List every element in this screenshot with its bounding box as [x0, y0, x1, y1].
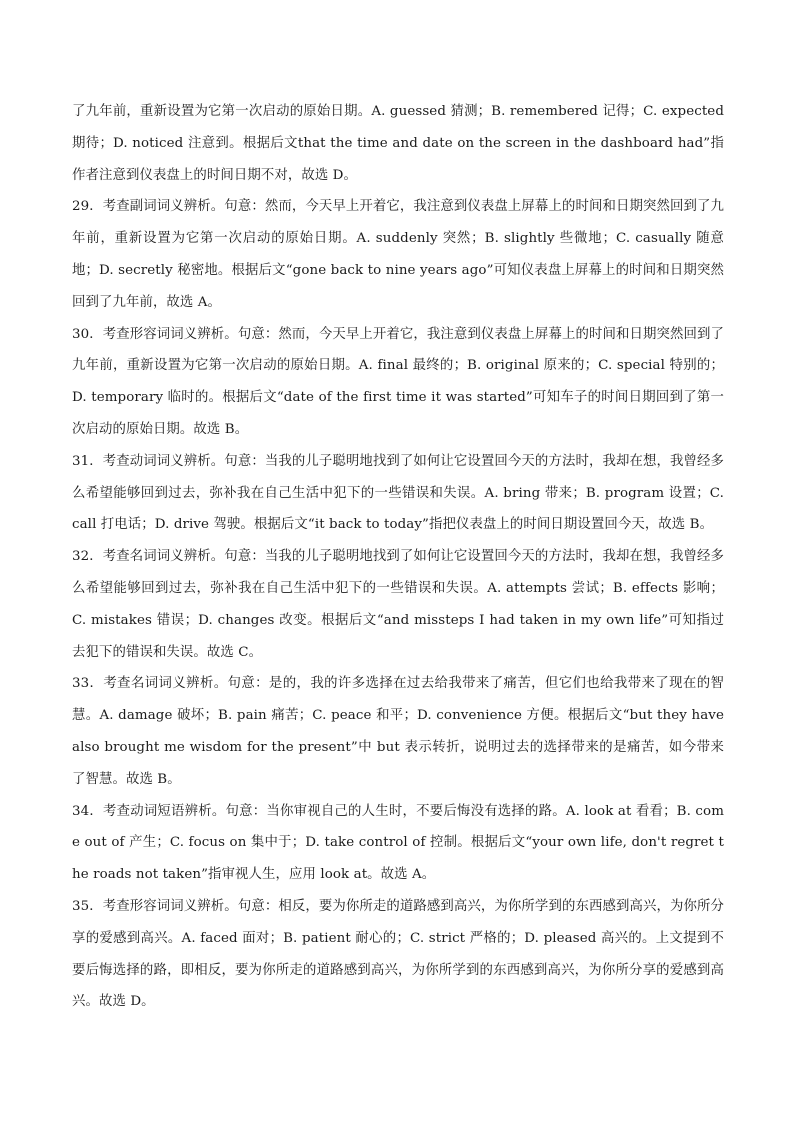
answer-paragraph-28-cont: 了九年前，重新设置为它第一次启动的原始日期。A. guessed 猜测；B. remembered 记得；C. expected 期待；D. noticed 注意到。根据后文that the time and date on the screen in the dashboard had”指作者注意到仪表盘上的时间日期不对，故选 D。 [72, 104, 724, 183]
answer-paragraph-33: 33．考查名词词义辨析。句意：是的，我的许多选择在过去给我带来了痛苦，但它们也给我带来了现在的智慧。A. damage 破坏；B. pain 痛苦；C. peace 和平；D. convenience 方便。根据后文“but they have also brought me wisdom for the present”中 but 表示转折，说明过去的选择带来的是痛苦，如今带来了智慧。故选 B。 [72, 676, 724, 787]
answer-paragraph-32: 32．考查名词词义辨析。句意：当我的儿子聪明地找到了如何让它设置回今天的方法时，我却在想，我曾经多么希望能够回到过去，弥补我在自己生活中犯下的一些错误和失误。A. attempts 尝试；B. effects 影响；C. mistakes 错误；D. changes 改变。根据后文“and missteps I had taken in my own life”可知指过去犯下的错误和失误。故选 C。 [72, 549, 724, 660]
answer-paragraph-35: 35．考查形容词词义辨析。句意：相反，要为你所走的道路感到高兴，为你所学到的东西感到高兴，为你所分享的爱感到高兴。A. faced 面对；B. patient 耐心的；C. strict 严格的；D. pleased 高兴的。上文提到不要后悔选择的路，即相反，要为你所走的道路感到高兴，为你所学到的东西感到高兴，为你所分享的爱感到高兴。故选 D。 [72, 898, 724, 1010]
answer-paragraph-34: 34．考查动词短语辨析。句意：当你审视自己的人生时，不要后悔没有选择的路。A. look at 看看；B. come out of 产生；C. focus on 集中于；D. take control of 控制。根据后文“your own life, don't regret the roads not taken”指审视人生，应用 look at。故选 A。 [72, 803, 724, 883]
document-body [72, 96, 724, 1018]
answer-paragraph-30: 30．考查形容词词义辨析。句意：然而，今天早上开着它，我注意到仪表盘上屏幕上的时间和日期突然回到了九年前，重新设置为它第一次启动的原始日期。A. final 最终的；B. original 原来的；C. special 特别的；D. temporary 临时的。根据后文“date of the first time it was started”可知车子的时间日期回到了第一次启动的原始日期。故选 B。 [72, 326, 724, 437]
answer-paragraph-31: 31．考查动词词义辨析。句意：当我的儿子聪明地找到了如何让它设置回今天的方法时，我却在想，我曾经多么希望能够回到过去，弥补我在自己生活中犯下的一些错误和失误。A. bring 带来；B. program 设置；C. call 打电话；D. drive 驾驶。根据后文“it back to today”指把仪表盘上的时间日期设置回今天，故选 B。 [72, 453, 724, 533]
answer-paragraph-29: 29．考查副词词义辨析。句意：然而，今天早上开着它，我注意到仪表盘上屏幕上的时间和日期突然回到了九年前，重新设置为它第一次启动的原始日期。A. suddenly 突然；B. slightly 些微地；C. casually 随意地；D. secretly 秘密地。根据后文“gone back to nine years ago”可知仪表盘上屏幕上的时间和日期突然回到了九年前，故选 A。 [72, 199, 724, 310]
